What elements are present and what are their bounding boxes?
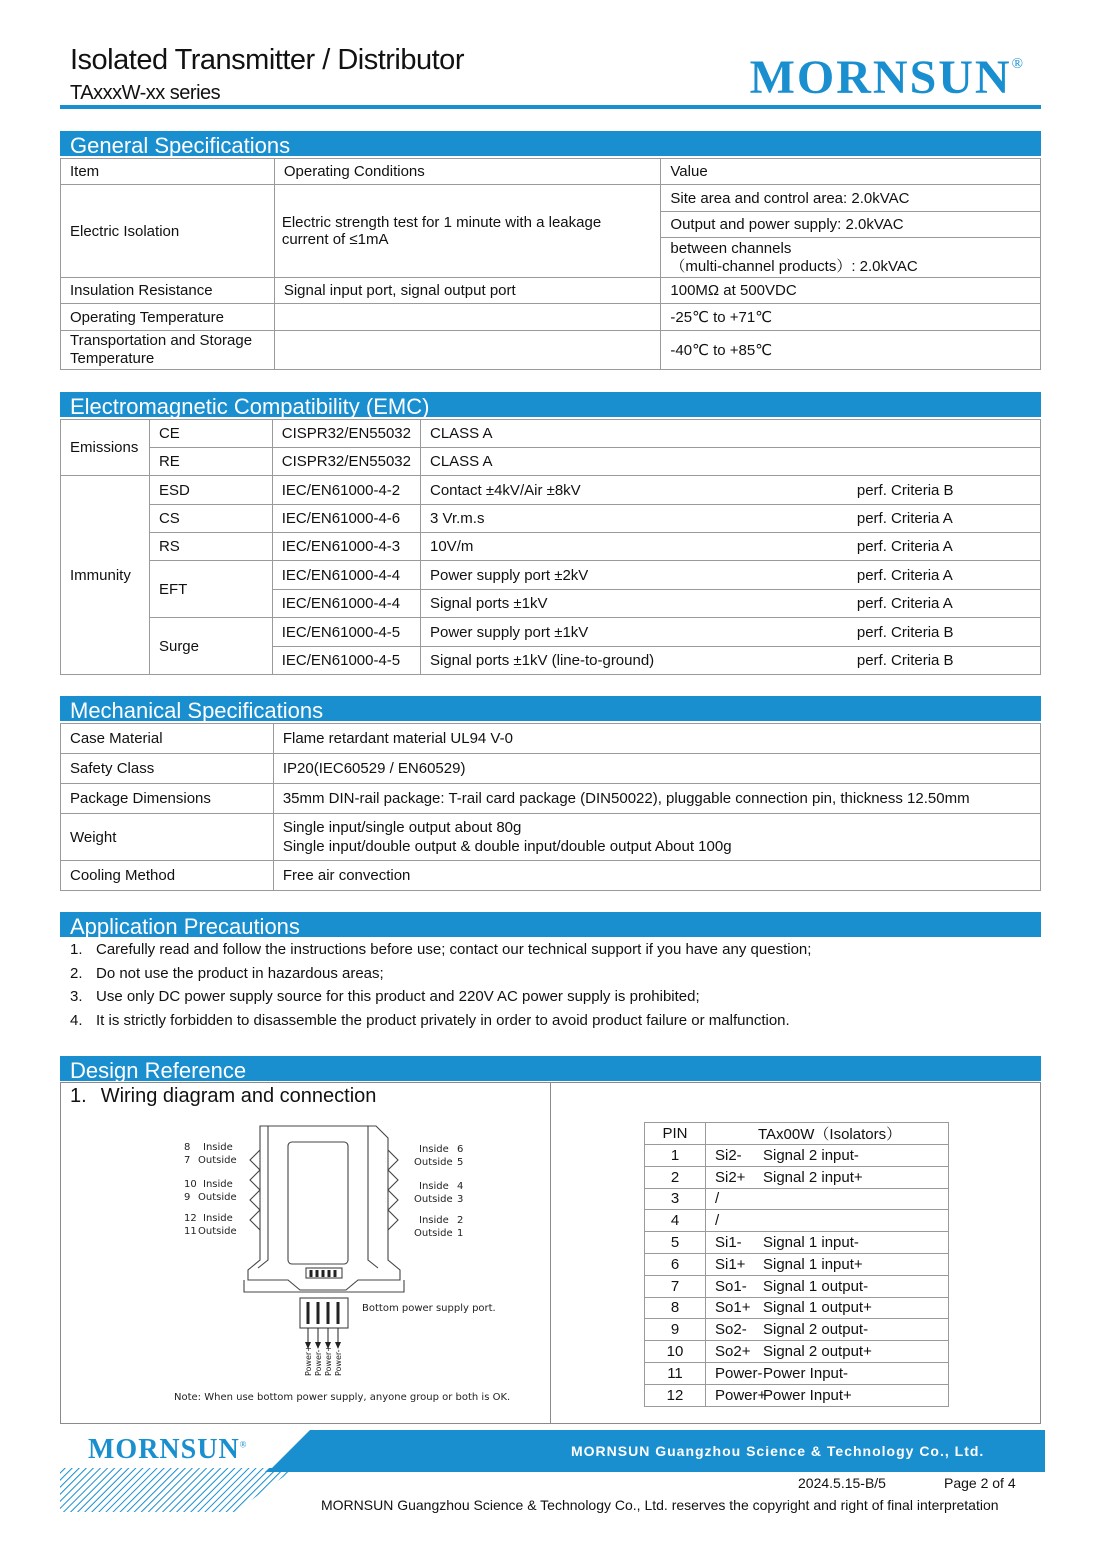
mechanical-item: Weight bbox=[61, 814, 274, 861]
terminal-number: 5 bbox=[457, 1157, 464, 1168]
emc-criteria: perf. Criteria A bbox=[847, 590, 1041, 618]
emc-criteria: perf. Criteria B bbox=[847, 476, 1041, 505]
pin-function: Signal 2 input+ bbox=[763, 1168, 863, 1186]
footer-mornsun-logo bbox=[88, 1434, 248, 1466]
emc-type: ESD bbox=[149, 476, 272, 505]
pin-function: Signal 2 input- bbox=[763, 1146, 859, 1164]
isolation-value-site-control: Site area and control area: 2.0kVAC bbox=[661, 185, 1041, 212]
list-text: Carefully read and follow the instructions before use; contact our technical support if you have any question; bbox=[96, 941, 812, 958]
emc-description: Signal ports ±1kV bbox=[421, 590, 847, 618]
weight-line1: Single input/single output about 80g bbox=[282, 819, 522, 836]
emc-criteria: perf. Criteria A bbox=[847, 561, 1041, 590]
terminal-number: 12 bbox=[184, 1213, 197, 1224]
electric-isolation-condition: Electric strength test for 1 minute with a leakage current of ≤1mA bbox=[274, 185, 661, 278]
operating-temperature-label: Operating Temperature bbox=[61, 304, 275, 331]
list-number: 3. bbox=[70, 988, 83, 1005]
pin-number: 5 bbox=[645, 1232, 706, 1254]
mechanical-item: Case Material bbox=[61, 724, 274, 754]
mechanical-value bbox=[273, 814, 1040, 861]
wiring-diagram bbox=[160, 1120, 540, 1410]
pin-description bbox=[706, 1384, 949, 1406]
pin-number: 1 bbox=[645, 1145, 706, 1167]
electric-isolation-label: Electric Isolation bbox=[61, 185, 275, 278]
wiring-title bbox=[70, 1085, 376, 1108]
emc-heading: Electromagnetic Compatibility (EMC) bbox=[60, 392, 1041, 419]
power-pin-label: Power+ bbox=[324, 1345, 333, 1376]
wiring-number: 1. bbox=[70, 1085, 87, 1107]
pin-number: 3 bbox=[645, 1188, 706, 1210]
pin-number: 11 bbox=[645, 1362, 706, 1384]
pin-function: Signal 2 output+ bbox=[763, 1343, 872, 1361]
pin-description bbox=[706, 1297, 949, 1319]
insulation-resistance-condition: Signal input port, signal output port bbox=[274, 278, 661, 304]
emc-criteria: perf. Criteria A bbox=[847, 533, 1041, 561]
terminal-number: 9 bbox=[184, 1192, 191, 1203]
power-pin-label: Power- bbox=[314, 1349, 323, 1376]
storage-temperature-value: -40℃ to +85℃ bbox=[661, 331, 1041, 370]
storage-temperature-label: Transportation and Storage Temperature bbox=[61, 331, 275, 370]
power-pin-label: Power- bbox=[334, 1349, 343, 1376]
list-number: 4. bbox=[70, 1011, 83, 1029]
document-title: Isolated Transmitter / Distributor bbox=[70, 44, 464, 76]
diagram-note: Note: When use bottom power supply, anyone group or both is OK. bbox=[174, 1392, 511, 1403]
pin-description bbox=[706, 1210, 949, 1232]
emc-description: 10V/m bbox=[421, 533, 847, 561]
emc-type: CE bbox=[149, 420, 272, 448]
module-outline bbox=[248, 1126, 400, 1290]
pin-number: 4 bbox=[645, 1210, 706, 1232]
terminal-label: Inside bbox=[419, 1144, 449, 1155]
registered-mark: ® bbox=[1011, 56, 1025, 72]
isolation-value-output-power: Output and power supply: 2.0kVAC bbox=[661, 212, 1041, 238]
terminal-number: 3 bbox=[457, 1194, 464, 1205]
terminal-label: Outside bbox=[414, 1194, 453, 1205]
terminal-number: 1 bbox=[457, 1228, 464, 1239]
terminal-number: 6 bbox=[457, 1144, 464, 1155]
mechanical-specifications-table bbox=[60, 723, 1041, 891]
pin-number: 9 bbox=[645, 1319, 706, 1341]
pin-function: Power Input+ bbox=[763, 1386, 852, 1404]
emc-standard: IEC/EN61000-4-5 bbox=[272, 618, 420, 647]
immunity-label: Immunity bbox=[61, 476, 150, 675]
emc-description: Power supply port ±1kV bbox=[421, 618, 847, 647]
mechanical-value: 35mm DIN-rail package: T-rail card package (DIN50022), pluggable connection pin, thickness 12.50mm bbox=[273, 784, 1040, 814]
emc-description: Contact ±4kV/Air ±8kV bbox=[421, 476, 847, 505]
terminal-label: Outside bbox=[198, 1155, 237, 1166]
list-item bbox=[70, 985, 811, 1009]
emc-standard: IEC/EN61000-4-5 bbox=[272, 647, 420, 675]
mechanical-specifications-heading: Mechanical Specifications bbox=[60, 696, 1041, 723]
emc-standard: CISPR32/EN55032 bbox=[272, 448, 420, 476]
list-item bbox=[70, 1009, 811, 1033]
pin-number: 12 bbox=[645, 1384, 706, 1406]
terminal-label: Inside bbox=[203, 1179, 233, 1190]
footer-page-number: Page 2 of 4 bbox=[944, 1475, 1016, 1491]
emc-table bbox=[60, 419, 1041, 675]
terminal-label: Outside bbox=[198, 1226, 237, 1237]
emc-standard: CISPR32/EN55032 bbox=[272, 420, 420, 448]
pin-description bbox=[706, 1319, 949, 1341]
terminal-number: 8 bbox=[184, 1142, 191, 1153]
pin-code: So2- bbox=[715, 1321, 747, 1339]
pin-function: Signal 1 output- bbox=[763, 1277, 869, 1295]
list-text: It is strictly forbidden to disassemble the product privately in order to avoid product failure or malfunction. bbox=[96, 1011, 790, 1029]
pin-code: So1+ bbox=[715, 1299, 751, 1317]
column-header-item: Item bbox=[61, 159, 275, 185]
emc-standard: IEC/EN61000-4-4 bbox=[272, 561, 420, 590]
terminal-label: Inside bbox=[203, 1213, 233, 1224]
list-number: 1. bbox=[70, 941, 83, 958]
column-header-operating-conditions: Operating Conditions bbox=[274, 159, 661, 185]
terminal-number: 10 bbox=[184, 1179, 197, 1190]
pin-function: Power Input- bbox=[763, 1364, 849, 1382]
pin-number: 8 bbox=[645, 1297, 706, 1319]
pin-description bbox=[706, 1253, 949, 1275]
emc-standard: IEC/EN61000-4-2 bbox=[272, 476, 420, 505]
pin-code: / bbox=[715, 1212, 720, 1230]
emc-description: Power supply port ±2kV bbox=[421, 561, 847, 590]
pin-code: Power- bbox=[715, 1364, 763, 1382]
operating-temperature-value: -25℃ to +71℃ bbox=[661, 304, 1041, 331]
isolation-value-channels bbox=[661, 238, 1041, 278]
emc-standard: IEC/EN61000-4-6 bbox=[272, 505, 420, 533]
emc-description: CLASS A bbox=[421, 448, 1041, 476]
design-divider bbox=[550, 1082, 551, 1424]
emc-type: EFT bbox=[149, 561, 272, 618]
terminal-label: Outside bbox=[414, 1228, 453, 1239]
pin-number: 6 bbox=[645, 1253, 706, 1275]
emc-type: Surge bbox=[149, 618, 272, 675]
mechanical-value: IP20(IEC60529 / EN60529) bbox=[273, 754, 1040, 784]
terminal-label: Inside bbox=[419, 1181, 449, 1192]
emc-criteria: perf. Criteria B bbox=[847, 618, 1041, 647]
terminal-label: Inside bbox=[203, 1142, 233, 1153]
emc-standard: IEC/EN61000-4-4 bbox=[272, 590, 420, 618]
mechanical-value: Flame retardant material UL94 V-0 bbox=[273, 724, 1040, 754]
terminal-number: 11 bbox=[184, 1226, 197, 1237]
module-edge bbox=[258, 1126, 378, 1268]
mechanical-item: Cooling Method bbox=[61, 861, 274, 891]
module-window bbox=[288, 1142, 348, 1264]
pin-function: Signal 1 input- bbox=[763, 1234, 859, 1252]
emc-criteria: perf. Criteria A bbox=[847, 505, 1041, 533]
mechanical-item: Package Dimensions bbox=[61, 784, 274, 814]
pin-function: Signal 1 input+ bbox=[763, 1255, 863, 1273]
pin-description bbox=[706, 1188, 949, 1210]
pin-number: 7 bbox=[645, 1275, 706, 1297]
precautions-list bbox=[70, 938, 811, 1032]
pin-description bbox=[706, 1145, 949, 1167]
terminal-number: 4 bbox=[457, 1181, 464, 1192]
pin-function: Signal 2 output- bbox=[763, 1321, 869, 1339]
emc-description: CLASS A bbox=[421, 420, 1041, 448]
pin-description bbox=[706, 1341, 949, 1363]
insulation-resistance-label: Insulation Resistance bbox=[61, 278, 275, 304]
general-specifications-table bbox=[60, 158, 1041, 370]
mechanical-item: Safety Class bbox=[61, 754, 274, 784]
list-number: 2. bbox=[70, 964, 83, 982]
emissions-label: Emissions bbox=[61, 420, 150, 476]
emc-criteria: perf. Criteria B bbox=[847, 647, 1041, 675]
pin-code: Si2+ bbox=[715, 1168, 746, 1186]
isolation-channels-line1: between channels bbox=[670, 239, 792, 257]
design-reference-heading: Design Reference bbox=[60, 1056, 1041, 1083]
emc-type: RS bbox=[149, 533, 272, 561]
terminal-number: 2 bbox=[457, 1215, 464, 1226]
emc-standard: IEC/EN61000-4-3 bbox=[272, 533, 420, 561]
general-specifications-heading: General Specifications bbox=[60, 131, 1041, 158]
mornsun-logo bbox=[750, 50, 1025, 105]
series-name: TAxxxW-xx series bbox=[70, 82, 221, 104]
terminal-label: Outside bbox=[198, 1192, 237, 1203]
emc-description: 3 Vr.m.s bbox=[421, 505, 847, 533]
logo-text: MORNSUN bbox=[749, 51, 1012, 104]
pin-table bbox=[644, 1122, 949, 1407]
power-pin-label: Power+ bbox=[304, 1345, 313, 1376]
header-rule bbox=[60, 105, 1041, 109]
list-item bbox=[70, 938, 811, 962]
pin-code: Si1+ bbox=[715, 1255, 746, 1273]
mechanical-value: Free air convection bbox=[273, 861, 1040, 891]
list-text: Do not use the product in hazardous areas; bbox=[96, 964, 384, 982]
storage-temperature-condition bbox=[274, 331, 661, 370]
insulation-resistance-value: 100MΩ at 500VDC bbox=[661, 278, 1041, 304]
wiring-title-text: Wiring diagram and connection bbox=[100, 1085, 377, 1107]
footer-registered-mark: ® bbox=[239, 1439, 248, 1450]
pin-description bbox=[706, 1362, 949, 1384]
pin-code: Si2- bbox=[715, 1146, 742, 1164]
terminal-label: Outside bbox=[414, 1157, 453, 1168]
operating-temperature-condition bbox=[274, 304, 661, 331]
pin-number: 10 bbox=[645, 1341, 706, 1363]
left-terminals bbox=[250, 1150, 260, 1230]
emc-type: RE bbox=[149, 448, 272, 476]
bottom-port-label: Bottom power supply port. bbox=[362, 1303, 496, 1314]
pin-description bbox=[706, 1232, 949, 1254]
pin-code: So1- bbox=[715, 1277, 747, 1295]
footer-copyright: MORNSUN Guangzhou Science & Technology Co., Ltd. reserves the copyright and right of final interpretation bbox=[321, 1497, 999, 1513]
column-header-value: Value bbox=[661, 159, 1041, 185]
list-text: Use only DC power supply source for this product and 220V AC power supply is prohibited; bbox=[96, 988, 700, 1005]
isolation-channels-line2: （multi-channel products）: 2.0kVAC bbox=[670, 257, 918, 275]
application-precautions-heading: Application Precautions bbox=[60, 912, 1041, 939]
list-item bbox=[70, 962, 811, 986]
footer-logo-text: MORNSUN bbox=[88, 1434, 240, 1465]
emc-type: CS bbox=[149, 505, 272, 533]
right-terminals bbox=[388, 1150, 398, 1230]
pin-function: Signal 1 output+ bbox=[763, 1299, 872, 1317]
weight-line2: Single input/double output & double input/double output About 100g bbox=[282, 838, 732, 855]
description-column-header: TAx00W（Isolators） bbox=[706, 1123, 949, 1145]
pin-code: Power+ bbox=[715, 1386, 767, 1404]
footer-date-code: 2024.5.15-B/5 bbox=[798, 1475, 886, 1491]
footer-company-name: MORNSUN Guangzhou Science & Technology Co., Ltd. bbox=[571, 1443, 985, 1459]
pin-code: Si1- bbox=[715, 1234, 742, 1252]
terminal-label: Inside bbox=[419, 1215, 449, 1226]
terminal-number: 7 bbox=[184, 1155, 191, 1166]
pin-description bbox=[706, 1166, 949, 1188]
pin-code: So2+ bbox=[715, 1343, 751, 1361]
pin-column-header: PIN bbox=[645, 1123, 706, 1145]
pin-description bbox=[706, 1275, 949, 1297]
emc-description: Signal ports ±1kV (line-to-ground) bbox=[421, 647, 847, 675]
pin-number: 2 bbox=[645, 1166, 706, 1188]
pin-code: / bbox=[715, 1190, 720, 1208]
